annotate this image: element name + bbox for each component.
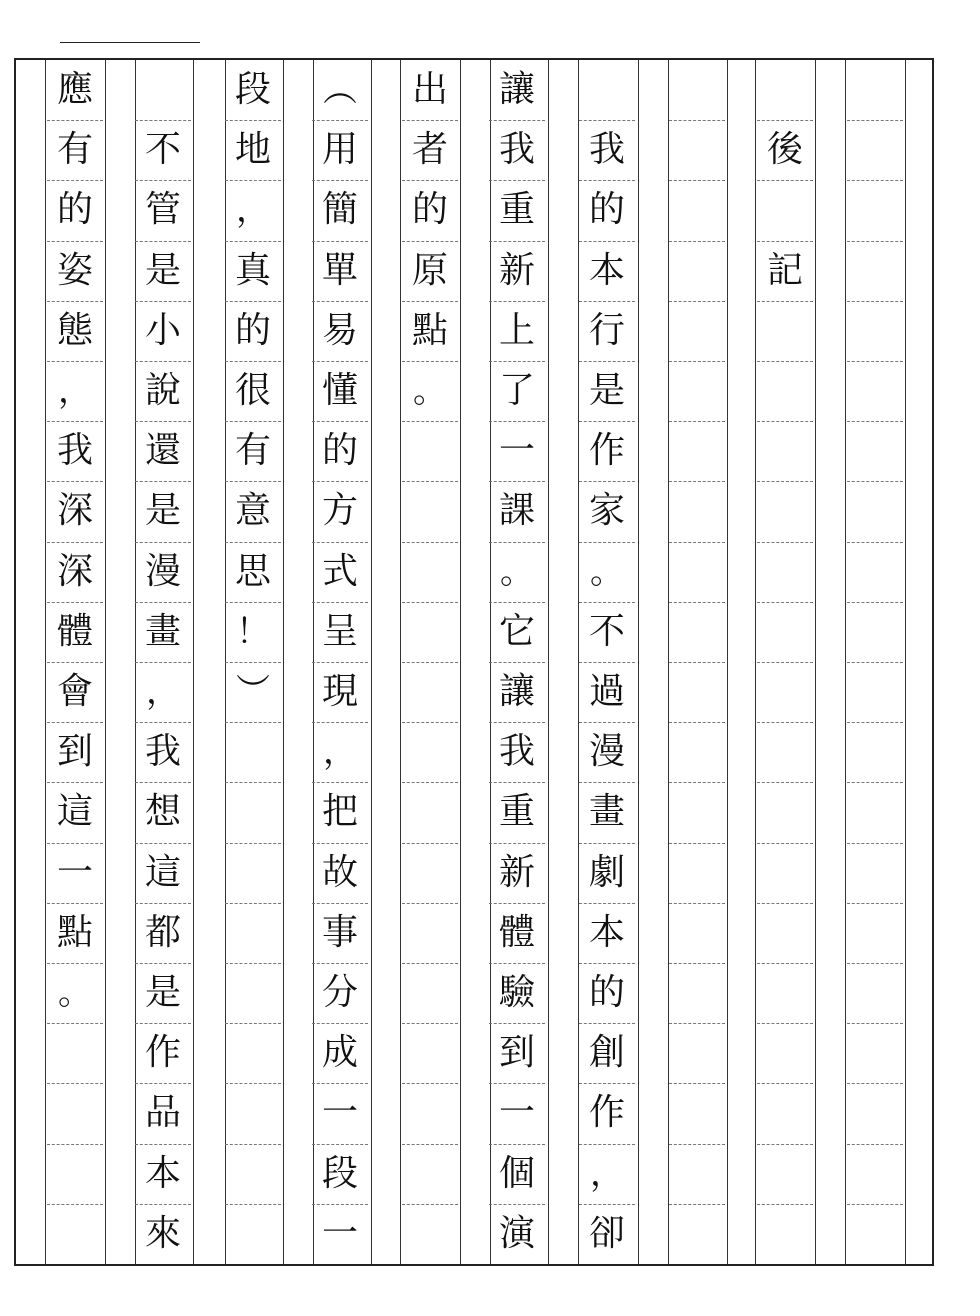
manuscript-character: 故 (321, 851, 358, 893)
column-rule (371, 60, 372, 1264)
manuscript-character: 我 (498, 129, 535, 171)
row-separator (847, 180, 903, 181)
manuscript-character: 課 (498, 490, 535, 532)
row-separator (225, 1144, 281, 1145)
row-separator (402, 1083, 458, 1084)
row-separator (757, 481, 813, 482)
manuscript-character: 有 (234, 430, 271, 472)
manuscript-character: 是 (588, 370, 625, 411)
manuscript-character: ， (146, 672, 180, 712)
column-rule (400, 60, 401, 1264)
manuscript-character: 我 (56, 430, 93, 472)
row-separator (669, 662, 725, 663)
manuscript-character: 管 (144, 189, 181, 231)
row-separator (47, 1204, 103, 1205)
row-separator (847, 1083, 903, 1084)
manuscript-character: 點 (411, 309, 448, 351)
row-separator (669, 903, 725, 904)
manuscript-character: 深 (56, 490, 93, 532)
manuscript-character: 單 (321, 249, 358, 291)
row-separator (669, 722, 725, 723)
manuscript-character: 意 (234, 490, 271, 532)
manuscript-character: 創 (588, 1032, 625, 1074)
manuscript-character: 用 (321, 129, 358, 171)
manuscript-character: 本 (144, 1152, 181, 1194)
manuscript-character: 到 (56, 731, 93, 773)
manuscript-character: ， (58, 371, 92, 411)
row-separator (757, 180, 813, 181)
row-separator (402, 963, 458, 964)
row-separator (847, 120, 903, 121)
manuscript-character: 驗 (498, 972, 535, 1013)
manuscript-character: 。 (58, 973, 92, 1013)
row-separator (402, 421, 458, 422)
manuscript-character: 段 (321, 1152, 358, 1194)
manuscript-character: ， (323, 732, 357, 773)
manuscript-character: 重 (498, 791, 535, 833)
row-separator (847, 241, 903, 242)
row-separator (757, 301, 813, 302)
row-separator (757, 421, 813, 422)
manuscript-character: 都 (144, 911, 181, 953)
row-separator (669, 1023, 725, 1024)
row-separator (402, 722, 458, 723)
row-separator (402, 843, 458, 844)
column-rule (283, 60, 284, 1264)
row-separator (669, 602, 725, 603)
manuscript-character: 一 (321, 1092, 358, 1134)
row-separator (847, 1023, 903, 1024)
row-separator (225, 782, 281, 783)
row-separator (757, 782, 813, 783)
row-separator (757, 903, 813, 904)
row-separator (847, 782, 903, 783)
top-rule (60, 42, 200, 43)
manuscript-character: 新 (498, 249, 535, 291)
manuscript-character: 的 (56, 189, 93, 231)
row-separator (757, 1023, 813, 1024)
row-separator (402, 903, 458, 904)
column-rule (815, 60, 816, 1264)
manuscript-character: 地 (234, 129, 271, 171)
row-separator (847, 602, 903, 603)
row-separator (757, 722, 813, 723)
row-separator (757, 662, 813, 663)
row-separator (757, 1083, 813, 1084)
manuscript-character: 來 (144, 1212, 181, 1254)
manuscript-character: 想 (144, 791, 181, 833)
manuscript-character: 讓 (498, 671, 535, 712)
column-rule (638, 60, 639, 1264)
manuscript-character: 懂 (321, 370, 358, 411)
row-separator (47, 1023, 103, 1024)
manuscript-character: 點 (56, 911, 93, 953)
manuscript-character: 演 (498, 1212, 535, 1254)
column-rule (460, 60, 461, 1264)
row-separator (669, 481, 725, 482)
manuscript-character: 會 (56, 671, 93, 712)
manuscript-character: 的 (588, 972, 625, 1013)
manuscript-character: 劇 (588, 851, 625, 893)
manuscript-character: 的 (321, 430, 358, 472)
row-separator (847, 301, 903, 302)
manuscript-character: 品 (144, 1092, 181, 1134)
row-separator (669, 241, 725, 242)
manuscript-character: 讓 (498, 69, 535, 110)
manuscript-character: 我 (144, 731, 181, 773)
manuscript-character: 一 (498, 430, 535, 472)
row-separator (669, 782, 725, 783)
row-separator (225, 1023, 281, 1024)
row-separator (757, 1204, 813, 1205)
manuscript-character: 態 (56, 309, 93, 351)
row-separator (669, 180, 725, 181)
manuscript-character: 體 (498, 911, 535, 953)
manuscript-character: 者 (411, 129, 448, 171)
row-separator (847, 903, 903, 904)
manuscript-character: 本 (588, 911, 625, 953)
row-separator (402, 1023, 458, 1024)
manuscript-character: 它 (498, 610, 535, 652)
row-separator (847, 1204, 903, 1205)
row-separator (402, 1204, 458, 1205)
manuscript-character: 是 (144, 972, 181, 1013)
row-separator (847, 361, 903, 362)
manuscript-character: 還 (144, 430, 181, 472)
row-separator (757, 602, 813, 603)
manuscript-character: ︵ (323, 70, 357, 110)
column-rule (105, 60, 106, 1264)
row-separator (757, 843, 813, 844)
manuscript-character: 姿 (56, 249, 93, 291)
manuscript-character: 體 (56, 610, 93, 652)
row-separator (669, 421, 725, 422)
manuscript-character: 分 (321, 972, 358, 1013)
manuscript-character: 方 (321, 490, 358, 532)
row-separator (669, 120, 725, 121)
manuscript-character: 記 (766, 249, 803, 291)
manuscript-character: 行 (588, 309, 625, 351)
column-rule (755, 60, 756, 1264)
manuscript-character: 應 (56, 69, 93, 110)
row-separator (669, 361, 725, 362)
manuscript-character: 思 (234, 550, 271, 592)
row-separator (669, 542, 725, 543)
manuscript-character: 到 (498, 1032, 535, 1074)
manuscript-character: 真 (234, 249, 271, 291)
manuscript-character: ， (236, 190, 270, 231)
manuscript-character: ！ (236, 611, 270, 652)
row-separator (847, 481, 903, 482)
row-separator (757, 963, 813, 964)
manuscript-character: 的 (588, 189, 625, 231)
column-rule (845, 60, 846, 1264)
manuscript-character: 上 (498, 309, 535, 351)
manuscript-character: 了 (498, 370, 535, 411)
manuscript-character: 一 (56, 851, 93, 893)
row-separator (402, 782, 458, 783)
manuscript-character: 漫 (144, 550, 181, 592)
row-separator (669, 1144, 725, 1145)
row-separator (225, 903, 281, 904)
manuscript-character: 本 (588, 249, 625, 291)
manuscript-character: 作 (588, 1092, 625, 1134)
row-separator (669, 843, 725, 844)
row-separator (847, 662, 903, 663)
manuscript-character: 呈 (321, 610, 358, 652)
manuscript-character: 是 (144, 249, 181, 291)
manuscript-character: 的 (411, 189, 448, 231)
row-separator (757, 542, 813, 543)
manuscript-character: 畫 (588, 791, 625, 833)
row-separator (402, 542, 458, 543)
row-separator (402, 662, 458, 663)
manuscript-character: 這 (56, 791, 93, 833)
row-separator (402, 602, 458, 603)
manuscript-character: 卻 (588, 1212, 625, 1254)
row-separator (847, 542, 903, 543)
manuscript-character: 深 (56, 550, 93, 592)
manuscript-character: ︶ (236, 672, 270, 712)
manuscript-character: 說 (144, 370, 181, 411)
row-separator (47, 1144, 103, 1145)
manuscript-character: 有 (56, 129, 93, 171)
manuscript-character: 作 (588, 430, 625, 472)
manuscript-character: 不 (144, 129, 181, 171)
manuscript-character: 小 (144, 309, 181, 351)
manuscript-character: 重 (498, 189, 535, 231)
manuscript-character: 事 (321, 911, 358, 953)
row-separator (225, 843, 281, 844)
manuscript-character: 漫 (588, 731, 625, 773)
manuscript-character: 我 (498, 731, 535, 773)
column-rule (45, 60, 46, 1264)
manuscript-character: 作 (144, 1032, 181, 1074)
manuscript-character: 簡 (321, 189, 358, 231)
manuscript-character: 不 (588, 610, 625, 652)
row-separator (225, 1083, 281, 1084)
row-separator (402, 1144, 458, 1145)
manuscript-character: 這 (144, 851, 181, 893)
manuscript-character: 一 (321, 1212, 358, 1254)
manuscript-character: 式 (321, 550, 358, 592)
row-separator (47, 1083, 103, 1084)
row-separator (847, 963, 903, 964)
manuscript-character: 出 (411, 69, 448, 110)
manuscript-character: 很 (234, 370, 271, 411)
manuscript-character: ， (590, 1153, 624, 1194)
manuscript-character: 過 (588, 671, 625, 712)
manuscript-character: 新 (498, 851, 535, 893)
row-separator (847, 1144, 903, 1145)
manuscript-character: 易 (321, 309, 358, 351)
row-separator (847, 722, 903, 723)
manuscript-character: 段 (234, 69, 271, 110)
row-separator (225, 963, 281, 964)
column-rule (727, 60, 728, 1264)
row-separator (669, 301, 725, 302)
manuscript-character: 畫 (144, 610, 181, 652)
column-rule (905, 60, 906, 1264)
row-separator (847, 843, 903, 844)
manuscript-character: 。 (590, 551, 624, 592)
manuscript-character: 的 (234, 309, 271, 351)
manuscript-character: 是 (144, 490, 181, 532)
row-separator (225, 1204, 281, 1205)
manuscript-character: 我 (588, 129, 625, 171)
manuscript-character: 個 (498, 1152, 535, 1194)
manuscript-character: 。 (500, 551, 534, 592)
row-separator (402, 481, 458, 482)
manuscript-character: 一 (498, 1092, 535, 1134)
manuscript-character: 後 (766, 129, 803, 171)
row-separator (669, 963, 725, 964)
manuscript-character: 家 (588, 490, 625, 532)
row-separator (225, 722, 281, 723)
column-rule (548, 60, 549, 1264)
row-separator (669, 1204, 725, 1205)
row-separator (847, 421, 903, 422)
manuscript-character: 現 (321, 671, 358, 712)
manuscript-character: 成 (321, 1032, 358, 1074)
row-separator (669, 1083, 725, 1084)
manuscript-character: 把 (321, 791, 358, 833)
row-separator (757, 1144, 813, 1145)
row-separator (757, 361, 813, 362)
manuscript-character: 原 (411, 249, 448, 291)
manuscript-character: 。 (413, 371, 447, 411)
column-rule (193, 60, 194, 1264)
